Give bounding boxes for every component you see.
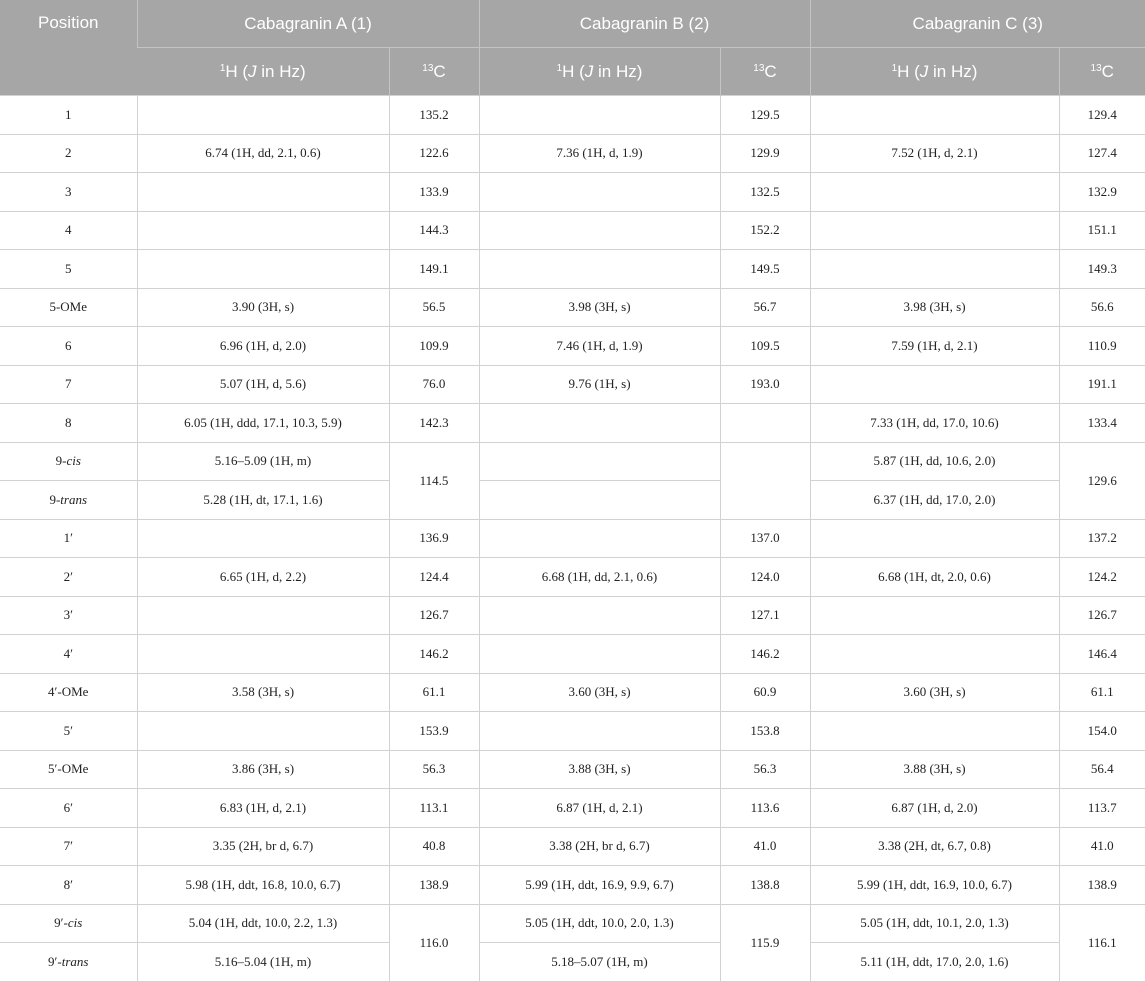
c-shift-cell-b: 138.8 [720,866,810,905]
table-row [0,173,1145,212]
c-shift-cell-a: 61.1 [389,673,479,712]
c-shift-cell-c: 61.1 [1059,673,1145,712]
position-cell: 4′-OMe [0,673,137,712]
c-shift-cell-a: 126.7 [389,596,479,635]
position-cell: 2 [0,134,137,173]
h-shift-cell-c: 6.68 (1H, dt, 2.0, 0.6) [810,558,1059,597]
table-row [0,442,1145,481]
position-cell: 7 [0,365,137,404]
h-shift-cell-c [810,96,1059,135]
table-row [0,789,1145,828]
h-shift-cell-b [479,596,720,635]
c-shift-cell-c: 129.6 [1059,442,1145,519]
c-shift-cell-c: 129.4 [1059,96,1145,135]
c-shift-cell-c: 137.2 [1059,519,1145,558]
h-shift-cell-c: 5.99 (1H, ddt, 16.9, 10.0, 6.7) [810,866,1059,905]
h-shift-cell-c: 7.52 (1H, d, 2.1) [810,134,1059,173]
h-shift-cell-a: 5.98 (1H, ddt, 16.8, 10.0, 6.7) [137,866,389,905]
position-cell: 1′ [0,519,137,558]
table-row [0,404,1145,443]
h-shift-cell-a: 6.83 (1H, d, 2.1) [137,789,389,828]
h-shift-cell-a [137,519,389,558]
position-cell: 5′ [0,712,137,751]
c-shift-cell-a: 138.9 [389,866,479,905]
c-shift-cell-a: 149.1 [389,250,479,289]
h-shift-cell-c: 7.33 (1H, dd, 17.0, 10.6) [810,404,1059,443]
table-row [0,288,1145,327]
h-shift-cell-c: 6.87 (1H, d, 2.0) [810,789,1059,828]
c-shift-cell-c: 132.9 [1059,173,1145,212]
position-cell: 6′ [0,789,137,828]
table-row [0,558,1145,597]
h-shift-cell-a: 5.28 (1H, dt, 17.1, 1.6) [137,481,389,520]
c-shift-cell-b: 124.0 [720,558,810,597]
table-row [0,712,1145,751]
c-shift-cell-a: 142.3 [389,404,479,443]
table-row [0,96,1145,135]
position-cell: 3 [0,173,137,212]
h-shift-cell-c: 5.05 (1H, ddt, 10.1, 2.0, 1.3) [810,904,1059,943]
c-shift-cell-c: 149.3 [1059,250,1145,289]
c-shift-cell-c: 124.2 [1059,558,1145,597]
h-shift-cell-a [137,173,389,212]
c-shift-cell-c: 56.4 [1059,750,1145,789]
h-shift-cell-b: 3.98 (3H, s) [479,288,720,327]
c-shift-cell-b [720,442,810,519]
table-row [0,904,1145,943]
h-shift-header-c: $^1$H (J in Hz) [810,48,1059,96]
table-row [0,750,1145,789]
c-shift-cell-c: 126.7 [1059,596,1145,635]
c-shift-cell-a: 133.9 [389,173,479,212]
h-shift-header-b: $^1$H (J in Hz) [479,48,720,96]
h-shift-cell-c [810,519,1059,558]
c-shift-cell-b: 152.2 [720,211,810,250]
h-shift-cell-c [810,211,1059,250]
h-shift-cell-b: 6.87 (1H, d, 2.1) [479,789,720,828]
table-row [0,327,1145,366]
c-shift-cell-a: 40.8 [389,827,479,866]
compound-header-b: Cabagranin B (2) [479,0,810,48]
c-shift-cell-b: 129.9 [720,134,810,173]
position-cell: 5 [0,250,137,289]
c-shift-cell-a: 135.2 [389,96,479,135]
position-cell: 3′ [0,596,137,635]
compound-header-c: Cabagranin C (3) [810,0,1145,48]
h-shift-cell-b: 3.38 (2H, br d, 6.7) [479,827,720,866]
position-cell: 4′ [0,635,137,674]
h-shift-cell-a: 3.58 (3H, s) [137,673,389,712]
c-shift-cell-a: 113.1 [389,789,479,828]
h-shift-cell-a: 5.04 (1H, ddt, 10.0, 2.2, 1.3) [137,904,389,943]
h-shift-cell-b [479,96,720,135]
h-shift-cell-a: 5.16–5.09 (1H, m) [137,442,389,481]
h-shift-cell-a: 6.96 (1H, d, 2.0) [137,327,389,366]
position-cell: 9′-cis [0,904,137,943]
position-cell: 9-cis [0,442,137,481]
h-shift-cell-a [137,250,389,289]
h-shift-cell-a: 6.74 (1H, dd, 2.1, 0.6) [137,134,389,173]
h-shift-cell-a [137,635,389,674]
h-shift-cell-b [479,519,720,558]
c-shift-cell-b: 56.3 [720,750,810,789]
position-cell: 4 [0,211,137,250]
h-shift-cell-c: 6.37 (1H, dd, 17.0, 2.0) [810,481,1059,520]
table-row [0,481,1145,520]
position-cell: 5′-OMe [0,750,137,789]
c-shift-cell-b: 146.2 [720,635,810,674]
c-shift-cell-b: 193.0 [720,365,810,404]
c-shift-cell-c: 110.9 [1059,327,1145,366]
h-shift-cell-b: 5.99 (1H, ddt, 16.9, 9.9, 6.7) [479,866,720,905]
h-shift-cell-a: 3.86 (3H, s) [137,750,389,789]
h-shift-cell-a: 6.05 (1H, ddd, 17.1, 10.3, 5.9) [137,404,389,443]
c-shift-cell-b: 153.8 [720,712,810,751]
h-shift-cell-b [479,173,720,212]
h-shift-cell-c: 3.88 (3H, s) [810,750,1059,789]
h-shift-cell-b [479,404,720,443]
h-shift-cell-a [137,712,389,751]
h-shift-cell-b: 5.05 (1H, ddt, 10.0, 2.0, 1.3) [479,904,720,943]
h-shift-cell-c [810,712,1059,751]
c-shift-cell-a: 124.4 [389,558,479,597]
c-shift-cell-c: 151.1 [1059,211,1145,250]
h-shift-cell-c [810,596,1059,635]
position-cell: 5-OMe [0,288,137,327]
h-shift-header-a: $^1$H (J in Hz) [137,48,389,96]
table-row [0,866,1145,905]
h-shift-cell-c [810,365,1059,404]
c-shift-cell-c: 138.9 [1059,866,1145,905]
c-shift-cell-c: 116.1 [1059,904,1145,981]
h-shift-cell-b [479,481,720,520]
c-shift-header-b: $^{13}$C [720,48,810,96]
h-shift-cell-b [479,712,720,751]
table-row [0,134,1145,173]
c-shift-cell-a: 116.0 [389,904,479,981]
c-shift-cell-c: 191.1 [1059,365,1145,404]
h-shift-cell-a: 3.35 (2H, br d, 6.7) [137,827,389,866]
c-shift-header-a: $^{13}$C [389,48,479,96]
c-shift-cell-b: 56.7 [720,288,810,327]
c-shift-cell-c: 41.0 [1059,827,1145,866]
table-row [0,673,1145,712]
table-row [0,943,1145,982]
position-cell: 8 [0,404,137,443]
compound-header-a: Cabagranin A (1) [137,0,479,48]
c-shift-cell-a: 56.3 [389,750,479,789]
c-shift-cell-c: 133.4 [1059,404,1145,443]
h-shift-cell-c [810,635,1059,674]
h-shift-cell-b [479,250,720,289]
position-cell: 7′ [0,827,137,866]
c-shift-cell-c: 146.4 [1059,635,1145,674]
c-shift-cell-b: 113.6 [720,789,810,828]
h-shift-cell-b: 5.18–5.07 (1H, m) [479,943,720,982]
h-shift-cell-b: 6.68 (1H, dd, 2.1, 0.6) [479,558,720,597]
c-shift-cell-b: 132.5 [720,173,810,212]
h-shift-cell-b [479,211,720,250]
position-cell: 6 [0,327,137,366]
c-shift-cell-b [720,404,810,443]
h-shift-cell-c: 5.87 (1H, dd, 10.6, 2.0) [810,442,1059,481]
c-shift-cell-a: 136.9 [389,519,479,558]
c-shift-cell-a: 76.0 [389,365,479,404]
c-shift-cell-a: 146.2 [389,635,479,674]
c-shift-cell-a: 153.9 [389,712,479,751]
table-row [0,211,1145,250]
position-header: Position [0,0,137,96]
table-row [0,596,1145,635]
h-shift-cell-b: 7.46 (1H, d, 1.9) [479,327,720,366]
h-shift-cell-c: 5.11 (1H, ddt, 17.0, 2.0, 1.6) [810,943,1059,982]
h-shift-cell-b: 3.88 (3H, s) [479,750,720,789]
c-shift-header-c: $^{13}$C [1059,48,1145,96]
c-shift-cell-b: 129.5 [720,96,810,135]
h-shift-cell-c: 3.60 (3H, s) [810,673,1059,712]
c-shift-cell-b: 60.9 [720,673,810,712]
h-shift-cell-b: 3.60 (3H, s) [479,673,720,712]
table-row [0,250,1145,289]
position-cell: 9′-trans [0,943,137,982]
h-shift-cell-a: 3.90 (3H, s) [137,288,389,327]
position-cell: 1 [0,96,137,135]
h-shift-cell-b [479,442,720,481]
c-shift-cell-b: 115.9 [720,904,810,981]
h-shift-cell-a: 5.16–5.04 (1H, m) [137,943,389,982]
h-shift-cell-c: 3.38 (2H, dt, 6.7, 0.8) [810,827,1059,866]
h-shift-cell-a: 6.65 (1H, d, 2.2) [137,558,389,597]
h-shift-cell-a [137,96,389,135]
h-shift-cell-c [810,173,1059,212]
c-shift-cell-a: 56.5 [389,288,479,327]
c-shift-cell-c: 113.7 [1059,789,1145,828]
c-shift-cell-c: 154.0 [1059,712,1145,751]
c-shift-cell-a: 144.3 [389,211,479,250]
h-shift-cell-a [137,596,389,635]
h-shift-cell-b: 7.36 (1H, d, 1.9) [479,134,720,173]
position-cell: 9-trans [0,481,137,520]
table-row [0,635,1145,674]
h-shift-cell-a [137,211,389,250]
position-cell: 8′ [0,866,137,905]
c-shift-cell-a: 114.5 [389,442,479,519]
h-shift-cell-b [479,635,720,674]
c-shift-cell-c: 56.6 [1059,288,1145,327]
c-shift-cell-b: 41.0 [720,827,810,866]
table-row [0,519,1145,558]
c-shift-cell-c: 127.4 [1059,134,1145,173]
h-shift-cell-c: 3.98 (3H, s) [810,288,1059,327]
c-shift-cell-b: 137.0 [720,519,810,558]
table-row [0,827,1145,866]
h-shift-cell-c: 7.59 (1H, d, 2.1) [810,327,1059,366]
h-shift-cell-c [810,250,1059,289]
table-row [0,365,1145,404]
c-shift-cell-b: 109.5 [720,327,810,366]
h-shift-cell-b: 9.76 (1H, s) [479,365,720,404]
c-shift-cell-a: 109.9 [389,327,479,366]
position-cell: 2′ [0,558,137,597]
c-shift-cell-b: 149.5 [720,250,810,289]
c-shift-cell-b: 127.1 [720,596,810,635]
c-shift-cell-a: 122.6 [389,134,479,173]
h-shift-cell-a: 5.07 (1H, d, 5.6) [137,365,389,404]
